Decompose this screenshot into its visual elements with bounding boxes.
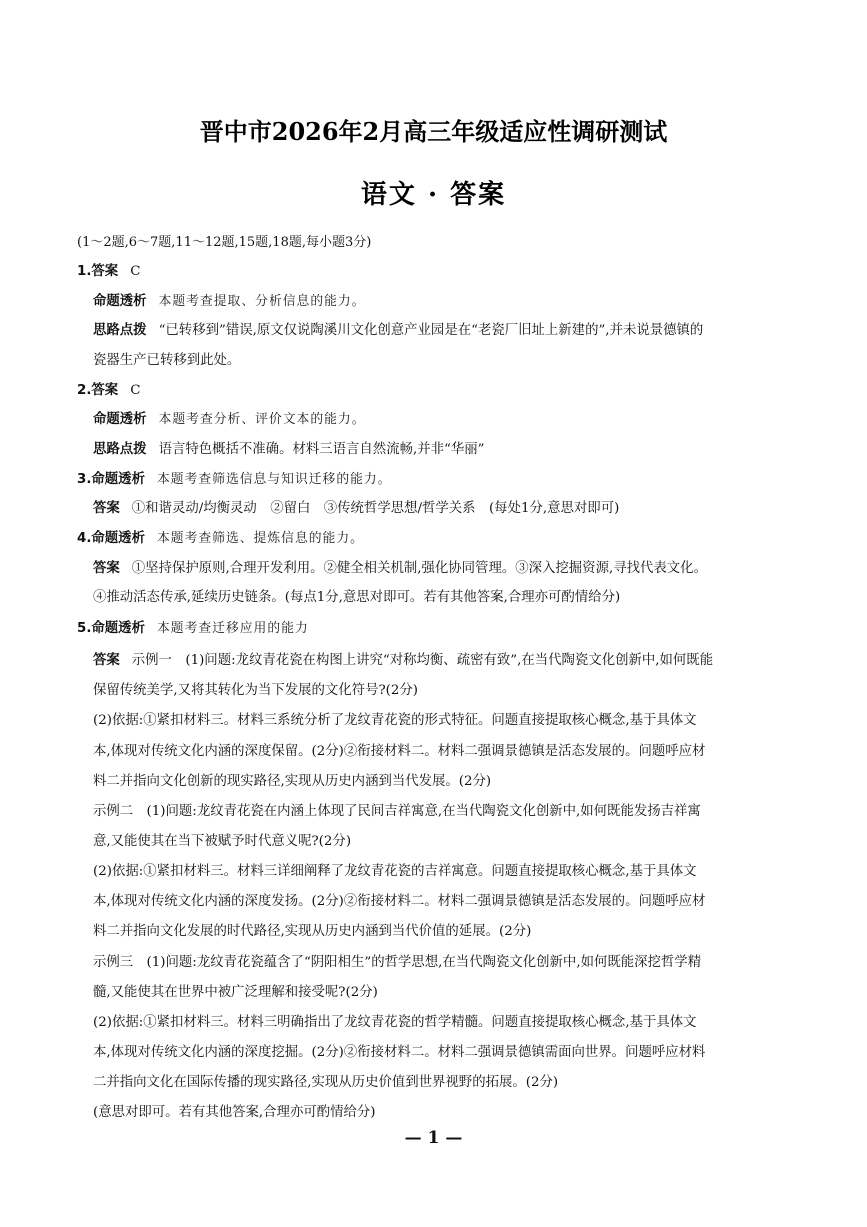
q5-line: 意,又能使其在当下被赋予时代意义呢?(2分) (93, 834, 352, 849)
q5-line: 二并指向文化在国际传播的现实路径,实现从历史价值到世界视野的拓展。(2分) (93, 1075, 559, 1090)
q1-hint-text: “已转移到”错误,原文仅说陶溪川文化创意产业园是在“老瓷厂旧址上新建的”,并未说景德镇的 (158, 323, 704, 338)
q4-answer-label: 答案 (93, 561, 120, 576)
q2-hint-text: 语言特色概括不准确。材料三语言自然流畅,并非“华丽” (158, 442, 485, 457)
q5-analysis (77, 620, 309, 638)
page-title: 晋中市2026年2月高三年级适应性调研测试 (199, 117, 668, 146)
q2-hint (93, 441, 485, 459)
q5-answer (93, 652, 713, 670)
score-note: (1～2题,6～7题,11～12题,15题,18题,每小题3分) (77, 235, 372, 250)
q5-analysis-label: 命题透析 (91, 621, 145, 636)
q2-answer-text: C (130, 383, 141, 398)
q2-hint-label: 思路点拨 (93, 442, 147, 457)
q1-analysis-text: 本题考查提取、分析信息的能力。 (158, 294, 366, 309)
q1-analysis (93, 293, 366, 311)
q5-line: 本,体现对传统文化内涵的深度挖掘。(2分)②衔接材料二。材料二强调景德镇需面向世界。问题呼应材料 (93, 1045, 706, 1060)
q1-number: 1. (77, 264, 92, 279)
q5-line: 料二并指向文化发展的时代路径,实现从历史内涵到当代价值的延展。(2分) (93, 924, 532, 939)
q4-analysis-text: 本题考查筛选、提炼信息的能力。 (156, 531, 364, 546)
q2-answer-label: 答案 (91, 383, 119, 398)
q5-closing-note: (意思对即可。若有其他答案,合理亦可酌情给分) (93, 1105, 376, 1120)
q1-answer (77, 263, 140, 281)
q1-answer-text: C (130, 264, 141, 279)
q5-line: (2)依据:①紧扣材料三。材料三明确指出了龙纹青花瓷的哲学精髓。问题直接提取核心概念,基于具体文 (93, 1015, 697, 1030)
q5-answer-label: 答案 (93, 653, 120, 668)
q1-analysis-label: 命题透析 (93, 294, 147, 309)
q4-analysis (77, 530, 364, 548)
q2-analysis-text: 本题考查分析、评价文本的能力。 (158, 412, 366, 427)
q5-answer-text: 示例一 (1)问题:龙纹青花瓷在构图上讲究“对称均衡、疏密有致”,在当代陶瓷文化创新中,如何既能 (131, 653, 714, 668)
q4-answer-cont: ④推动活态传承,延续历史链条。(每点1分,意思对即可。若有其他答案,合理亦可酌情给分) (93, 590, 621, 605)
q5-line: 示例二 (1)问题:龙纹青花瓷在内涵上体现了民间吉祥寓意,在当代陶瓷文化创新中,如何既能发扬吉祥寓 (93, 804, 701, 819)
q1-answer-label: 答案 (91, 264, 119, 279)
q5-line: 本,体现对传统文化内涵的深度保留。(2分)②衔接材料二。材料二强调景德镇是活态发展的。问题呼应材 (93, 744, 706, 759)
q4-answer (93, 560, 707, 578)
q3-analysis-label: 命题透析 (91, 472, 145, 487)
q2-analysis (93, 411, 366, 429)
q5-line: (2)依据:①紧扣材料三。材料三系统分析了龙纹青花瓷的形式特征。问题直接提取核心概念,基于具体文 (93, 713, 697, 728)
q3-answer (93, 500, 619, 518)
q5-line: (2)依据:①紧扣材料三。材料三详细阐释了龙纹青花瓷的吉祥寓意。问题直接提取核心概念,基于具体文 (93, 864, 697, 879)
q4-answer-text: ①坚持保护原则,合理开发利用。②健全相关机制,强化协同管理。③深入挖掘资源,寻找代表文化。 (131, 561, 707, 576)
q3-answer-text: ①和谐灵动/均衡灵动 ②留白 ③传统哲学思想/哲学关系 (每处1分,意思对即可) (131, 501, 620, 516)
q3-analysis-text: 本题考查筛选信息与知识迁移的能力。 (156, 472, 392, 487)
q4-number: 4. (77, 531, 92, 546)
q5-line: 本,体现对传统文化内涵的深度发扬。(2分)②衔接材料二。材料二强调景德镇是活态发展的。问题呼应材 (93, 894, 706, 909)
q4-analysis-label: 命题透析 (91, 531, 145, 546)
q1-hint (93, 322, 703, 340)
q5-number: 5. (77, 621, 92, 636)
q5-line: 髓,又能使其在世界中被广泛理解和接受呢?(2分) (93, 985, 378, 1000)
q5-line: 保留传统美学,又将其转化为当下发展的文化符号?(2分) (93, 683, 418, 698)
q2-answer (77, 382, 140, 400)
q5-analysis-text: 本题考查迁移应用的能力 (156, 621, 309, 636)
q3-answer-label: 答案 (93, 501, 120, 516)
q5-line: 料二并指向文化创新的现实路径,实现从历史内涵到当代发展。(2分) (93, 774, 492, 789)
q5-line: 示例三 (1)问题:龙纹青花瓷蕴含了“阴阳相生”的哲学思想,在当代陶瓷文化创新中,如何既能深挖哲学精 (93, 955, 702, 970)
page-number: — 1 — (404, 1128, 463, 1148)
q2-number: 2. (77, 383, 92, 398)
q1-hint-cont: 瓷器生产已转移到此处。 (93, 353, 241, 368)
page-subtitle: 语文 · 答案 (360, 180, 507, 210)
q3-analysis (77, 471, 392, 489)
q3-number: 3. (77, 472, 92, 487)
q2-analysis-label: 命题透析 (93, 412, 147, 427)
q1-hint-label: 思路点拨 (93, 323, 147, 338)
